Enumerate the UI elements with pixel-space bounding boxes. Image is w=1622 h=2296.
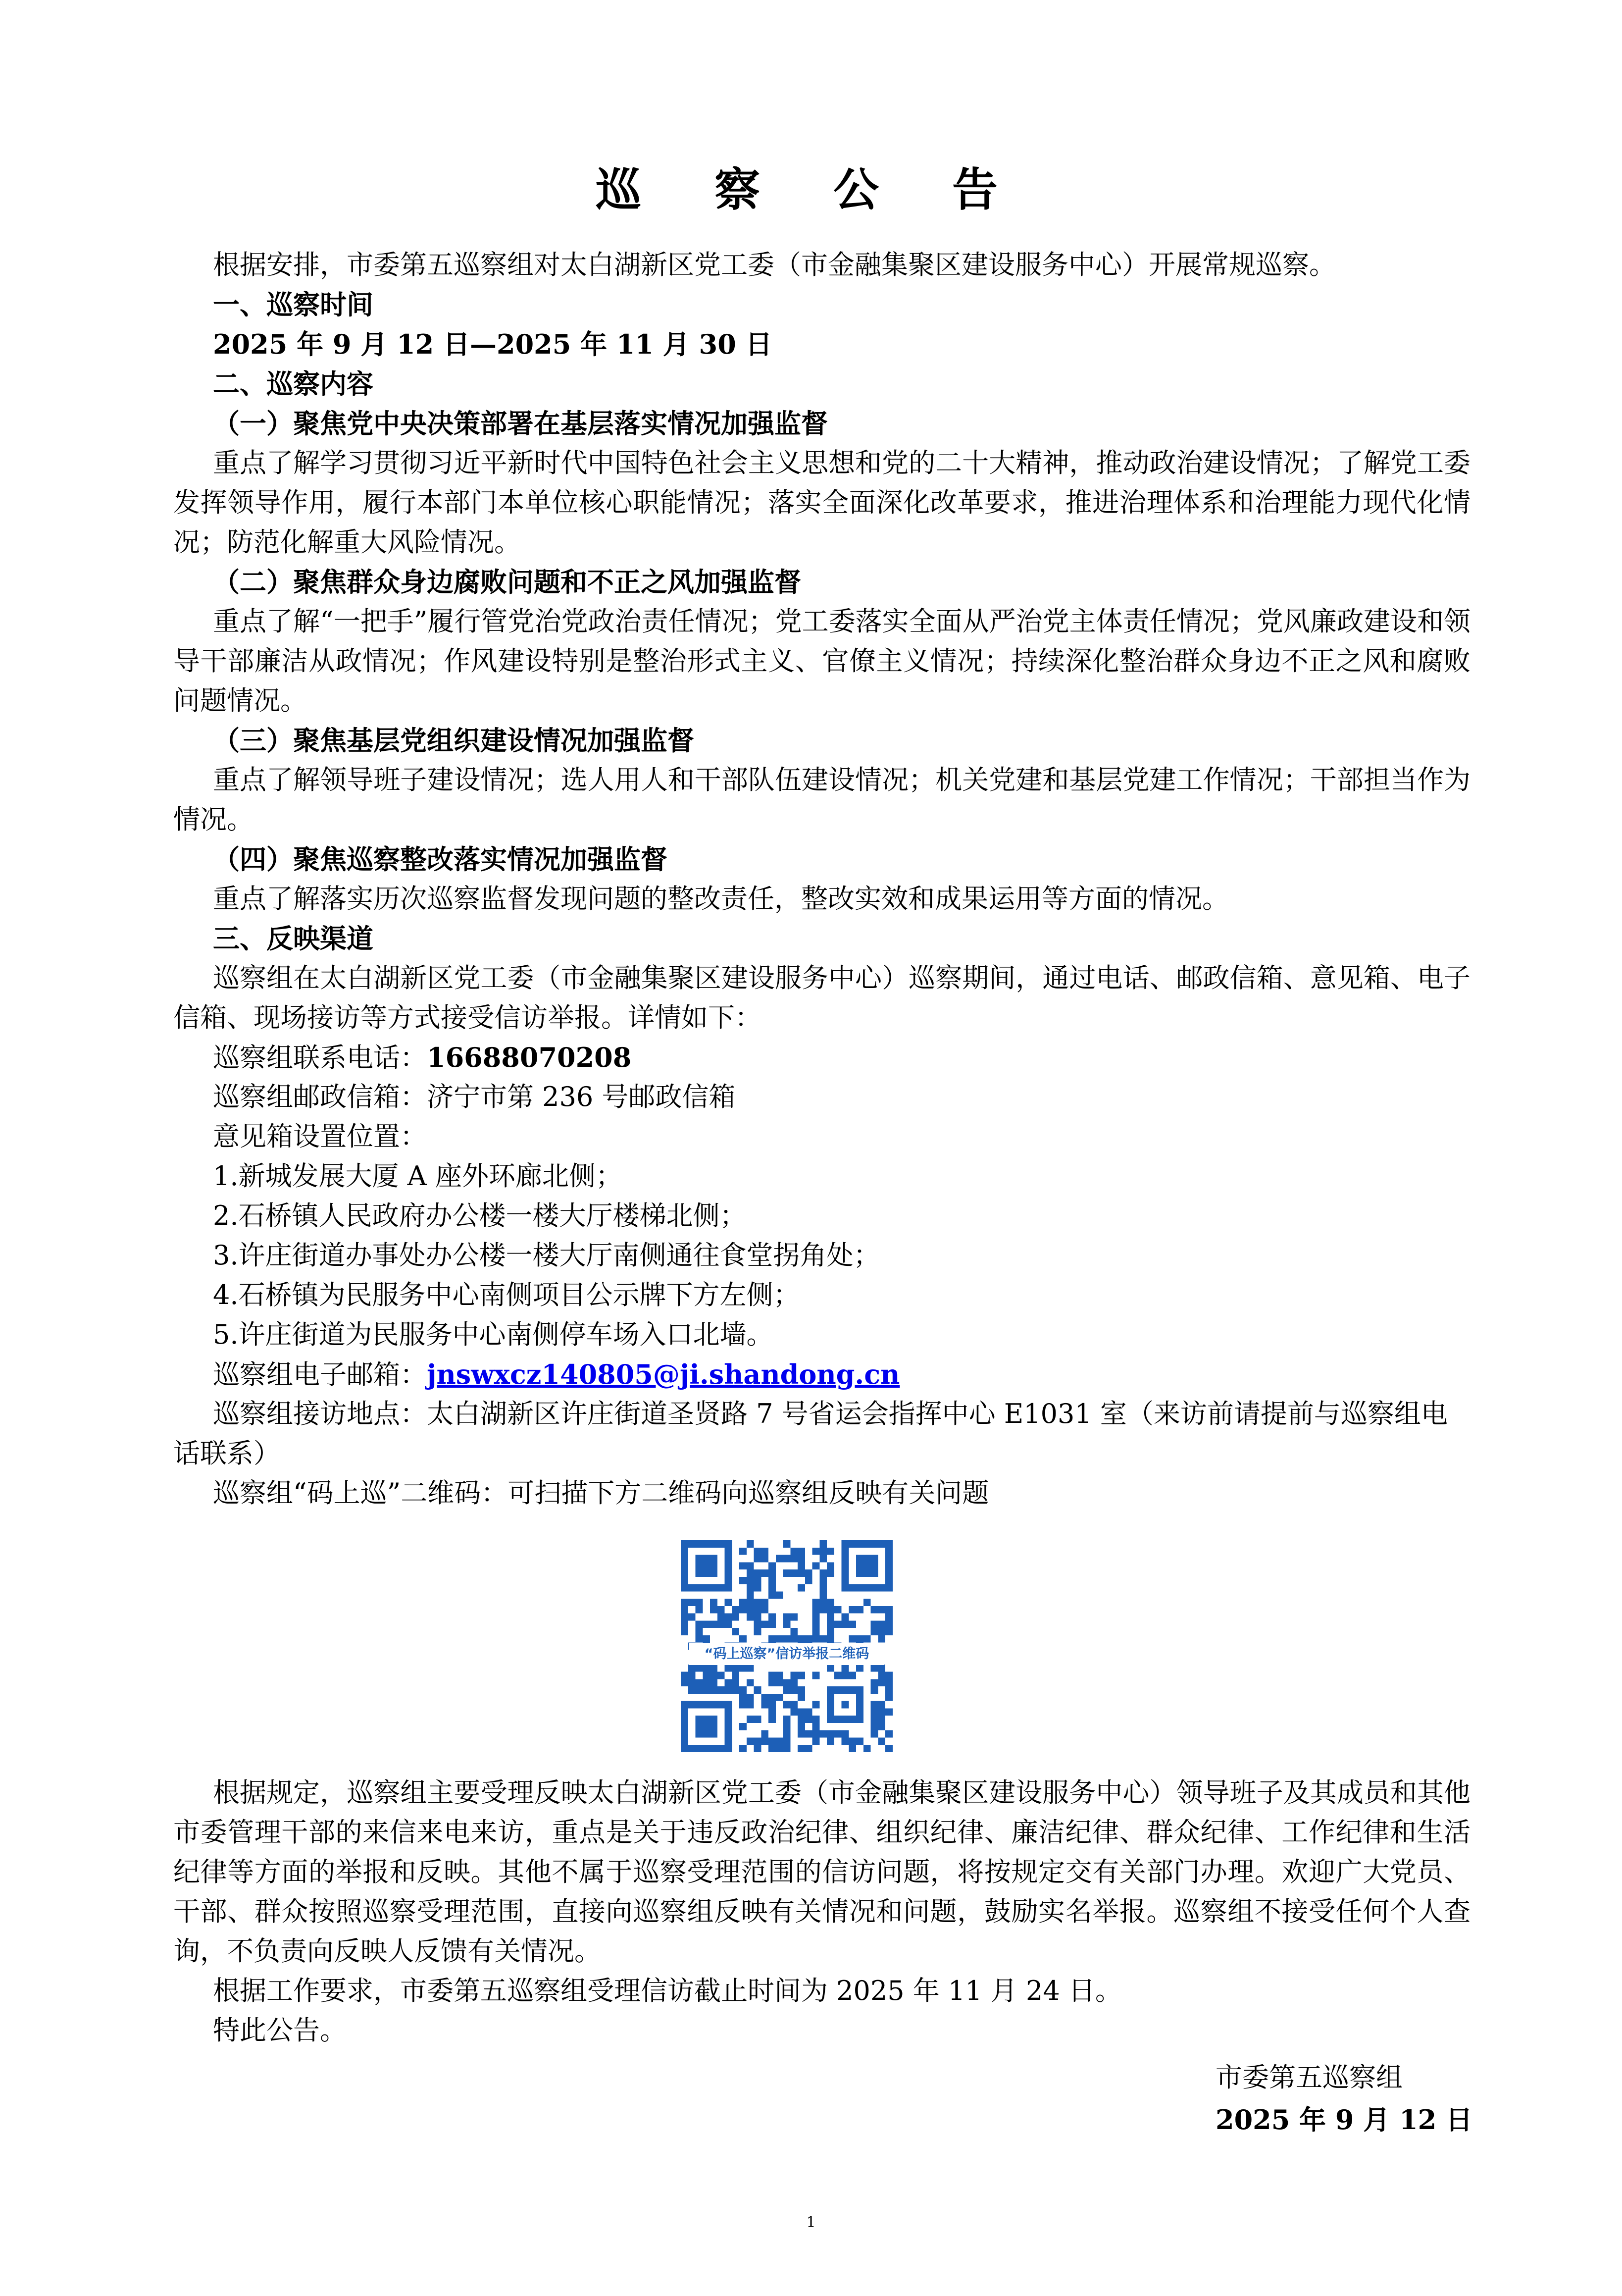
email-label: 巡察组电子邮箱：: [213, 1359, 427, 1390]
closing-paragraph: 根据规定，巡察组主要受理反映太白湖新区党工委（市金融集聚区建设服务中心）领导班子及其成员和其他市委管理干部的来信来电来访，重点是关于违反政治纪律、组织纪律、廉洁纪律、群众纪律、工作纪律和生活纪律等方面的举报和反映。其他不属于巡察受理范围的信访问题，将按规定交有关部门办理。欢迎广大党员、干部、群众按照巡察受理范围，直接向巡察组反映有关情况和问题，鼓励实名举报。巡察组不接受任何个人查询，不负责向反映人反馈有关情况。: [173, 1777, 1470, 1967]
item3-text: 重点了解领导班子建设情况；选人用人和干部队伍建设情况；机关党建和基层党建工作情况；干部担当作为情况。: [173, 764, 1470, 835]
inspection-period: 2025 年 9 月 12 日—2025 年 11 月 30 日: [213, 328, 772, 360]
phone-line: [213, 1038, 631, 1078]
closing-remark: 特此公告。: [213, 2015, 347, 2046]
item2-heading: （二）聚焦群众身边腐败问题和不正之风加强监督: [213, 566, 801, 598]
qr-caption: “码上巡察”信访举报二维码: [689, 1643, 884, 1665]
item1-heading: （一）聚焦党中央决策部署在基层落实情况加强监督: [213, 408, 828, 439]
box-location-5: 5.许庄街道为民服务中心南侧停车场入口北墙。: [213, 1319, 773, 1350]
email-line: [213, 1355, 900, 1395]
item4-text: 重点了解落实历次巡察监督发现问题的整改责任，整改实效和成果运用等方面的情况。: [213, 883, 1229, 914]
section1-heading: 一、巡察时间: [213, 289, 373, 320]
boxes-label: 意见箱设置位置：: [213, 1121, 427, 1152]
intro-text: 根据安排，市委第五巡察组对太白湖新区党工委（市金融集聚区建设服务中心）开展常规巡察。: [213, 249, 1336, 280]
item3-heading: （三）聚焦基层党组织建设情况加强监督: [213, 725, 694, 756]
phone-number: 16688070208: [427, 1042, 632, 1073]
section3-intro: 巡察组在太白湖新区党工委（市金融集聚区建设服务中心）巡察期间，通过电话、邮政信箱、意见箱、电子信箱、现场接访等方式接受信访举报。详情如下：: [173, 962, 1470, 1033]
qr-label: 巡察组“码上巡”二维码：可扫描下方二维码向巡察组反映有关问题: [213, 1477, 989, 1509]
mailbox-line: [213, 1077, 735, 1117]
item1-text: 重点了解学习贯彻习近平新时代中国特色社会主义思想和党的二十大精神，推动政治建设情况；了解党工委发挥领导作用，履行本部门本单位核心职能情况；落实全面深化改革要求，推进治理体系和治理能力现代化情况；防范化解重大风险情况。: [173, 447, 1470, 558]
item2-text: 重点了解“一把手”履行管党治党政治责任情况；党工委落实全面从严治党主体责任情况；党风廉政建设和领导干部廉洁从政情况；作风建设特别是整治形式主义、官僚主义情况；持续深化整治群众身边不正之风和腐败问题情况。: [173, 606, 1470, 716]
box-location-4: 4.石桥镇为民服务中心南侧项目公示牌下方左侧；: [213, 1279, 800, 1310]
section2-heading: 二、巡察内容: [213, 368, 373, 400]
item4-heading: （四）聚焦巡察整改落实情况加强监督: [213, 843, 667, 875]
page-title: 巡 察 公 告: [595, 163, 1027, 216]
section3-heading: 三、反映渠道: [213, 923, 373, 954]
signature-org: 市委第五巡察组: [1216, 2062, 1403, 2093]
phone-label: 巡察组联系电话：: [213, 1042, 427, 1073]
box-location-1: 1.新城发展大厦 A 座外环廊北侧；: [213, 1160, 622, 1192]
email-link[interactable]: jnswxcz140805@ji.shandong.cn: [427, 1358, 900, 1390]
mailbox-value: 济宁市第 236 号邮政信箱: [427, 1081, 736, 1112]
box-location-2: 2.石桥镇人民政府办公楼一楼大厅楼梯北侧；: [213, 1200, 747, 1231]
visit-line-1: 巡察组接访地点：太白湖新区许庄街道圣贤路 7 号省运会指挥中心 E1031 室（来访前请提前与巡察组电: [213, 1398, 1448, 1429]
visit-line-2: 话联系）: [173, 1438, 280, 1469]
box-location-3: 3.许庄街道办事处办公楼一楼大厅南侧通往食堂拐角处；: [213, 1240, 880, 1271]
page-number: 1: [806, 2214, 816, 2231]
signature-date: 2025 年 9 月 12 日: [1216, 2104, 1473, 2136]
deadline-text: 根据工作要求，市委第五巡察组受理信访截止时间为 2025 年 11 月 24 日。: [213, 1975, 1122, 2006]
mailbox-label: 巡察组邮政信箱：: [213, 1081, 427, 1112]
